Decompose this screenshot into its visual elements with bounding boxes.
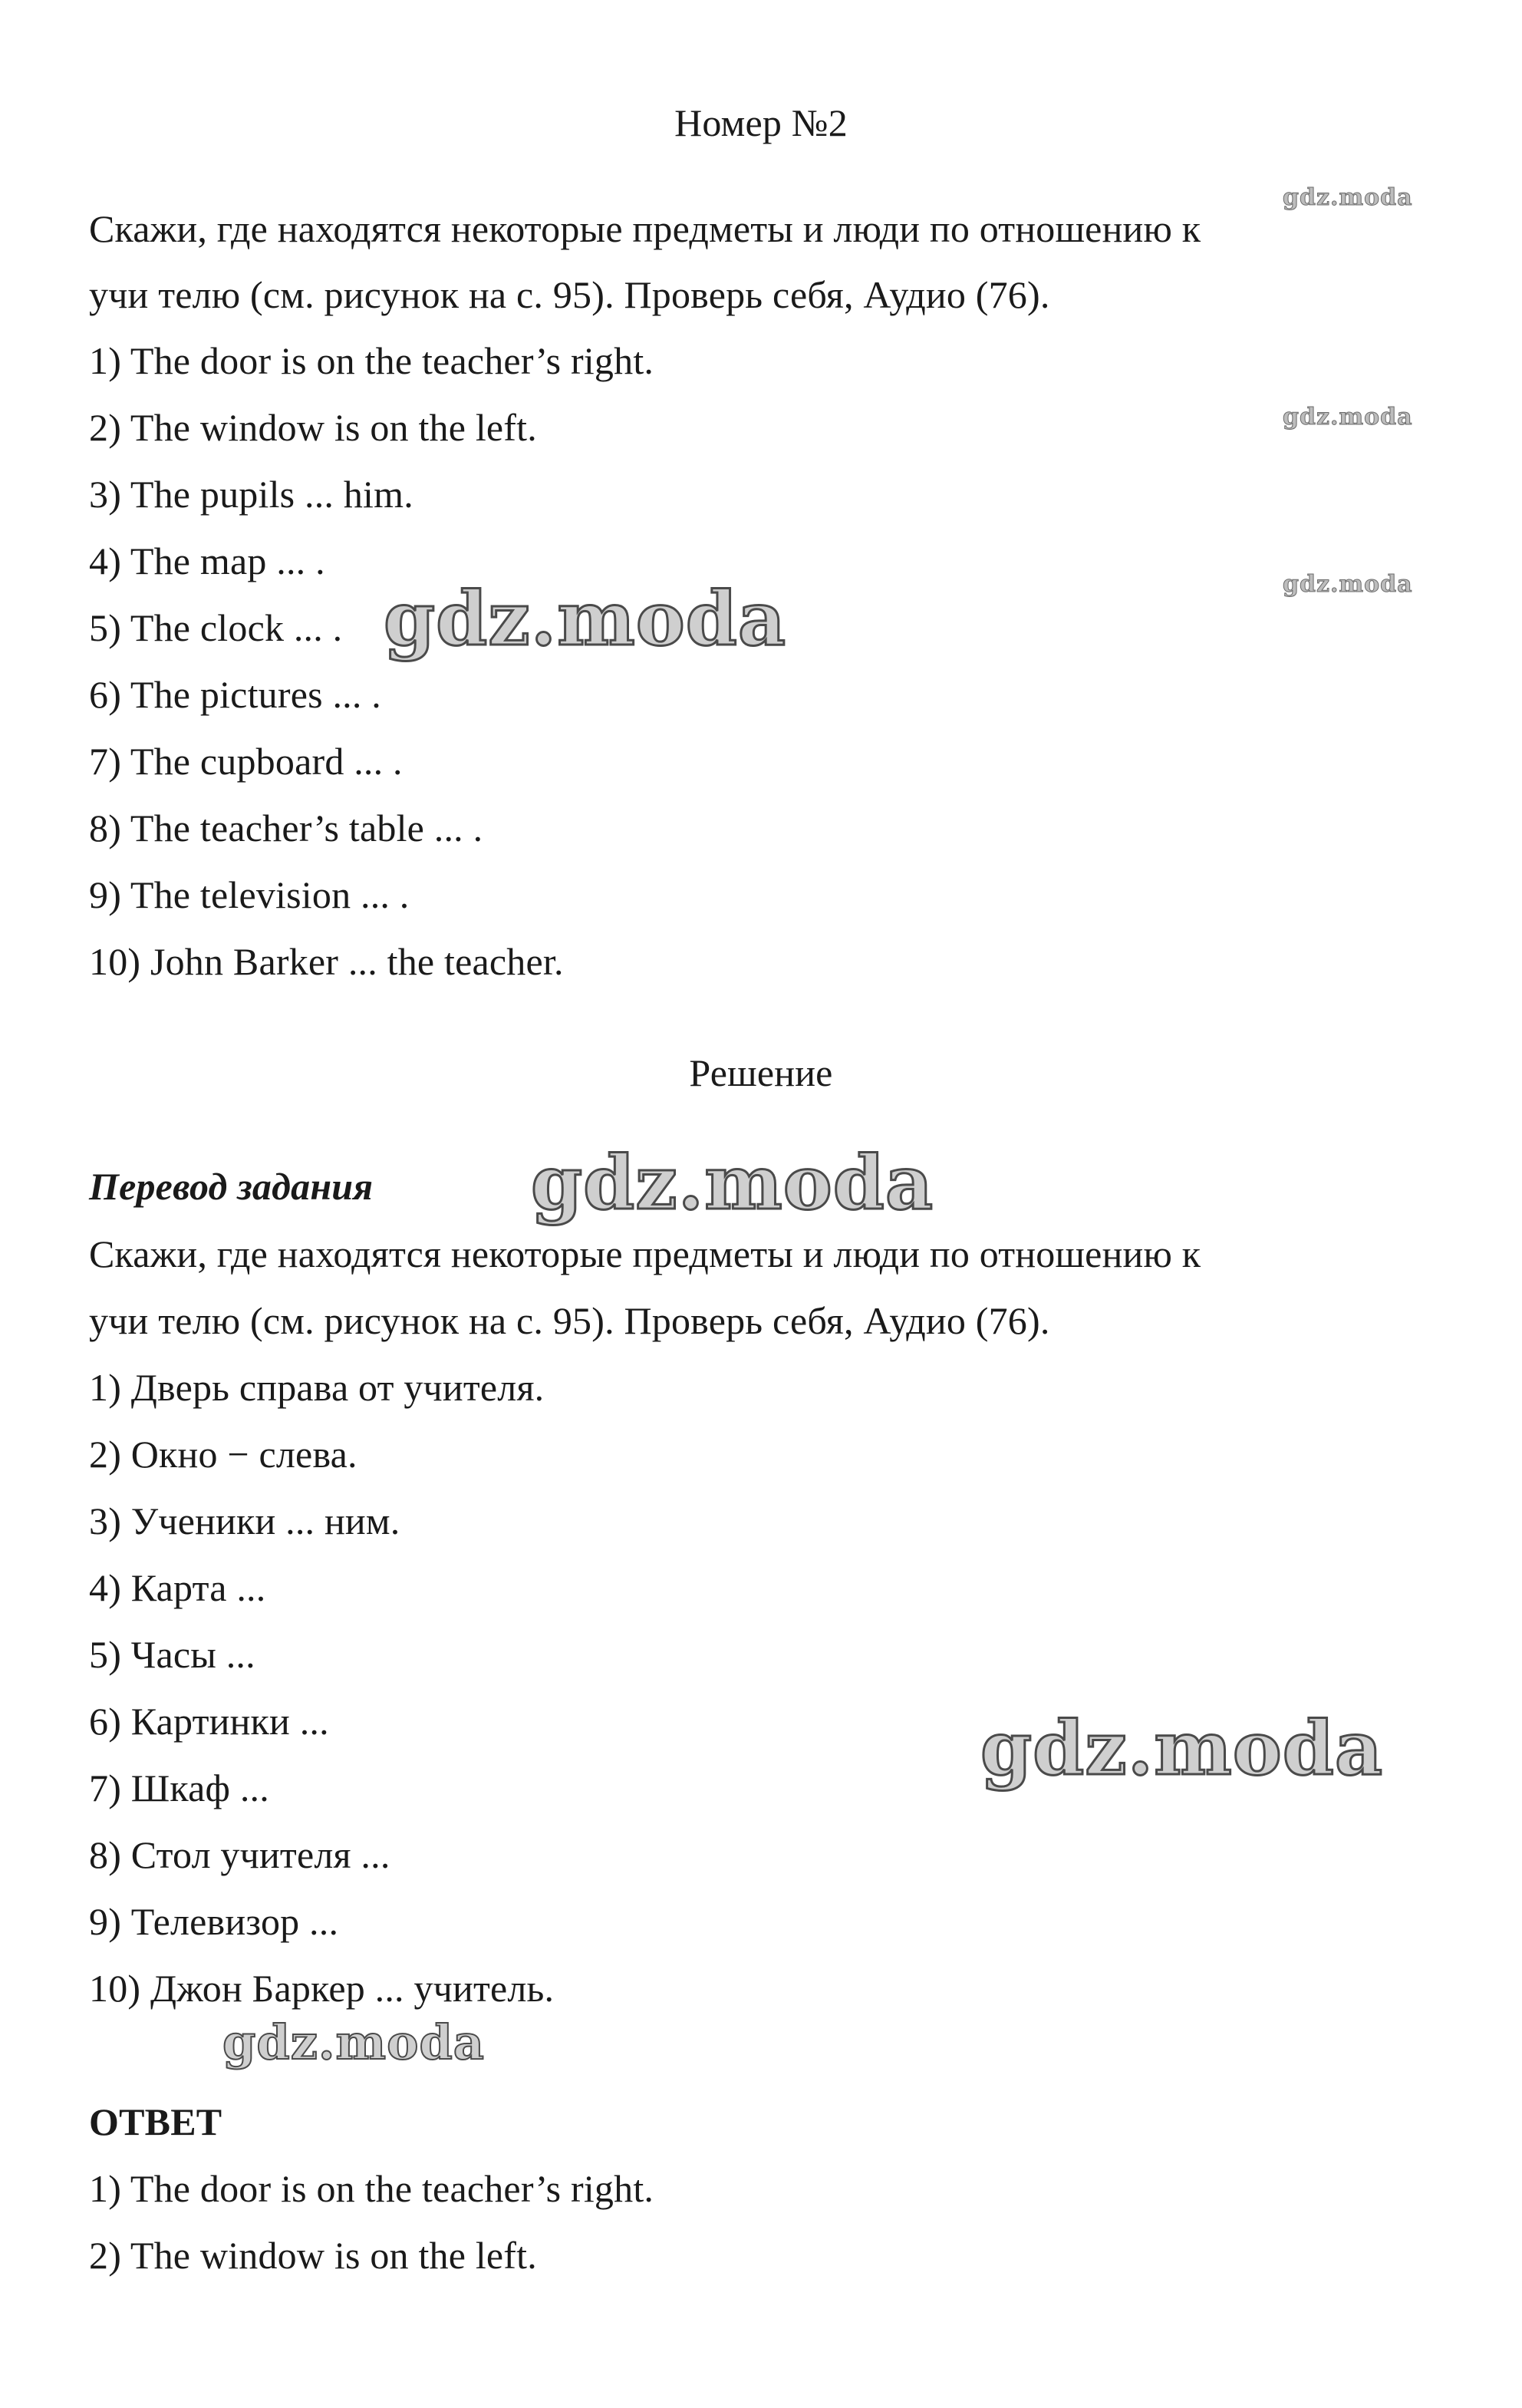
translation-item: 10) Джон Баркер ... учитель.: [89, 1967, 555, 2010]
task-item: 10) John Barker ... the teacher.: [89, 940, 564, 983]
task-item: 5) The clock ... .: [89, 606, 343, 649]
task-instruction-line-2: учи телю (см. рисунок на с. 95). Проверь себя, Аудио (76).: [89, 273, 1050, 316]
answer-item: 1) The door is on the teacher’s right.: [89, 2167, 654, 2210]
translation-instruction-line-1: Скажи, где находятся некоторые предметы и люди по отношению к: [89, 1232, 1201, 1275]
task-item: 4) The map ... .: [89, 539, 325, 582]
translation-heading: Перевод задания: [89, 1165, 374, 1208]
watermark-logo: gdz.moda: [531, 1140, 934, 1226]
watermark-logo: gdz.moda: [1283, 571, 1413, 598]
task-item: 6) The pictures ... .: [89, 673, 381, 716]
task-item: 9) The television ... .: [89, 873, 410, 916]
translation-item: 5) Часы ...: [89, 1633, 255, 1676]
watermark-logo: gdz.moda: [1283, 184, 1413, 211]
translation-item: 8) Стол учителя ...: [89, 1833, 390, 1876]
answer-item: 2) The window is on the left.: [89, 2234, 537, 2277]
translation-instruction-line-2: учи телю (см. рисунок на с. 95). Проверь себя, Аудио (76).: [89, 1299, 1050, 1342]
translation-item: 3) Ученики ... ним.: [89, 1499, 400, 1542]
task-item: 1) The door is on the teacher’s right.: [89, 339, 654, 382]
task-item: 3) The pupils ... him.: [89, 473, 413, 516]
answer-heading: ОТВЕТ: [89, 2100, 222, 2143]
task-item: 2) The window is on the left.: [89, 406, 537, 449]
translation-item: 2) Окно − слева.: [89, 1433, 357, 1476]
translation-item: 7) Шкаф ...: [89, 1766, 269, 1809]
watermark-logo: gdz.moda: [980, 1705, 1384, 1792]
solution-heading: Решение: [689, 1051, 833, 1094]
task-item: 8) The teacher’s table ... .: [89, 807, 483, 849]
translation-item: 9) Телевизор ...: [89, 1900, 339, 1943]
watermark-logo: gdz.moda: [384, 576, 787, 662]
page-title: Номер №2: [674, 101, 848, 144]
task-instruction-line-1: Скажи, где находятся некоторые предметы и люди по отношению к: [89, 207, 1201, 250]
translation-item: 1) Дверь справа от учителя.: [89, 1366, 545, 1409]
task-item: 7) The cupboard ... .: [89, 740, 403, 783]
watermark-logo: gdz.moda: [222, 2014, 485, 2070]
translation-item: 6) Картинки ...: [89, 1700, 329, 1743]
translation-item: 4) Карта ...: [89, 1566, 266, 1609]
watermark-logo: gdz.moda: [1283, 404, 1413, 430]
